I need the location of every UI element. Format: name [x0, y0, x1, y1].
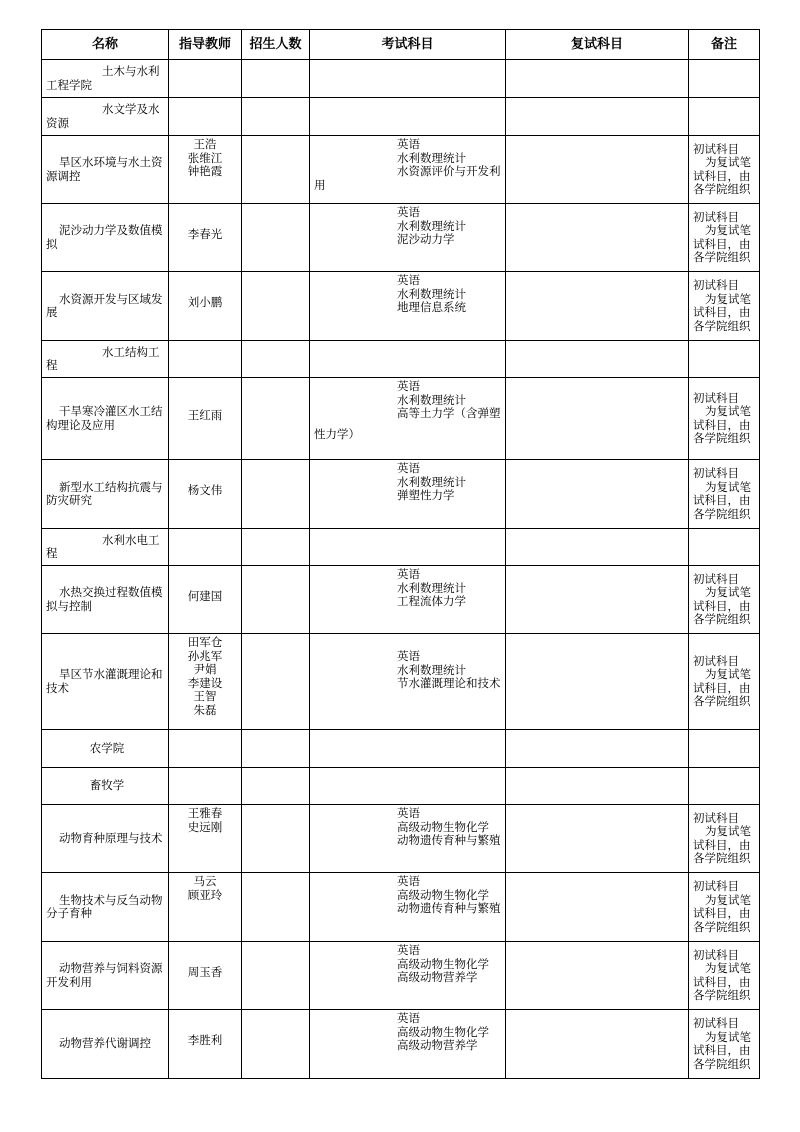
remark-line: 为复试笔: [705, 824, 751, 838]
table-row: [42, 942, 760, 1010]
table-row: [42, 873, 760, 942]
exam-subjects-cell: [310, 873, 506, 942]
exam-subject-list: [397, 807, 505, 848]
advisor-cell: [169, 341, 242, 378]
remark-line: 初试科目: [693, 571, 739, 586]
enrollment-cell: [242, 566, 310, 634]
table-row: [42, 1010, 760, 1079]
advisor-name: 周玉香: [187, 964, 223, 979]
table-row: [42, 341, 760, 378]
program-name: 新型水工结构抗震与防灾研究: [46, 479, 163, 507]
advisor-cell: [169, 136, 242, 204]
exam-subjects-cell: [310, 341, 506, 378]
program-name-cell: [42, 942, 169, 1010]
table-row: [42, 634, 760, 730]
remark-line: 初试科目: [693, 390, 739, 405]
advisor-name: 尹娟: [193, 662, 217, 676]
program-name: 水热交换过程数值模拟与控制: [46, 585, 163, 613]
retest-subjects-cell: [506, 805, 689, 873]
remark-line: 为复试笔: [705, 223, 751, 237]
exam-subjects-cell: [310, 805, 506, 873]
advisor-name: 马云: [193, 874, 217, 888]
exam-subject-list: [397, 206, 505, 247]
remarks-cell: [689, 272, 760, 341]
remark-line: 各学院组织: [693, 318, 751, 333]
exam-subject: 英语: [397, 461, 420, 475]
enrollment-cell: [242, 529, 310, 566]
header-enrollment: 招生人数: [242, 30, 310, 60]
table-row: [42, 272, 760, 341]
remark-line: 各学院组织: [693, 1056, 751, 1071]
exam-subject: 水利数理统计: [397, 286, 466, 301]
program-name-cell: [42, 1010, 169, 1079]
remark-line: 初试科目: [693, 466, 739, 480]
program-name-cell: [42, 529, 169, 566]
remark-line: 试科目，由: [693, 974, 751, 989]
program-name-cell: [42, 634, 169, 730]
remarks-cell: [689, 730, 760, 768]
advisor-cell: [169, 730, 242, 768]
advisor-cell: [169, 204, 242, 272]
exam-subject: 英语: [397, 379, 420, 393]
remark-line: 为复试笔: [705, 585, 751, 599]
exam-subject: 高级动物生物化学: [397, 1024, 489, 1039]
enrollment-cell: [242, 1010, 310, 1079]
enrollment-cell: [242, 730, 310, 768]
advisor-name: 张维江: [187, 150, 223, 165]
program-name-cell: [42, 60, 169, 98]
program-name-cell: [42, 378, 169, 460]
remark-line: 为复试笔: [705, 155, 751, 169]
remark-line: 试科目，由: [693, 906, 751, 920]
retest-subjects-cell: [506, 60, 689, 98]
table-row: [42, 529, 760, 566]
exam-subject-continuation: 用: [314, 178, 326, 192]
admissions-table: [41, 29, 760, 1079]
retest-subjects-cell: [506, 136, 689, 204]
table-row: [42, 460, 760, 529]
table-body: [42, 60, 760, 1079]
remarks-cell: [689, 768, 760, 805]
program-name: 水资源开发与区域发展: [46, 291, 163, 319]
enrollment-cell: [242, 136, 310, 204]
exam-subject: 高级动物生物化学: [397, 887, 489, 902]
exam-subject: 英语: [397, 943, 420, 957]
retest-subjects-cell: [506, 378, 689, 460]
remark-line: 为复试笔: [705, 892, 751, 907]
advisor-name: 史远刚: [187, 819, 223, 834]
advisor-cell: [169, 942, 242, 1010]
advisor-cell: [169, 60, 242, 98]
advisor-cell: [169, 378, 242, 460]
table-row: [42, 378, 760, 460]
exam-subject: 英语: [397, 205, 420, 219]
remark-line: 初试科目: [693, 278, 739, 292]
advisor-name: 王雅春: [187, 806, 223, 820]
remark-line: 试科目，由: [693, 493, 751, 507]
table-row: [42, 805, 760, 873]
exam-subject: 英语: [397, 137, 420, 151]
advisor-cell: [169, 98, 242, 136]
remark-line: 各学院组织: [693, 506, 751, 521]
remark-line: 各学院组织: [693, 694, 751, 708]
table-row: [42, 768, 760, 805]
remark-line: 各学院组织: [693, 612, 751, 626]
program-name-cell: [42, 873, 169, 942]
advisor-name: 田军仓: [187, 635, 223, 649]
exam-subject: 工程流体力学: [397, 594, 466, 608]
remark-line: 初试科目: [693, 209, 739, 224]
exam-subjects-cell: [310, 98, 506, 136]
exam-subject: 水利数理统计: [397, 662, 466, 677]
remarks-cell: [689, 98, 760, 136]
advisor-name: 李建设: [187, 675, 223, 690]
advisor-name: 朱磊: [193, 702, 217, 717]
exam-subject-list: [397, 274, 505, 315]
retest-subjects-cell: [506, 566, 689, 634]
exam-subject-list: [397, 138, 505, 179]
retest-subjects-cell: [506, 768, 689, 805]
exam-subject: 动物遗传育种与繁殖: [397, 833, 501, 847]
header-exam-subjects: 考试科目: [310, 30, 506, 60]
exam-subject-continuation: 性力学）: [314, 427, 360, 441]
program-name: 水工结构工程: [46, 344, 160, 372]
program-name: 水利水电工程: [46, 532, 160, 560]
exam-subject: 英语: [397, 874, 420, 888]
enrollment-cell: [242, 272, 310, 341]
program-name-cell: [42, 768, 169, 805]
table-row: [42, 98, 760, 136]
remark-line: 试科目，由: [693, 598, 751, 613]
exam-subject: 高级动物营养学: [397, 970, 478, 984]
enrollment-cell: [242, 204, 310, 272]
exam-subjects-cell: [310, 768, 506, 805]
program-name: 旱区节水灌溉理论和技术: [46, 667, 163, 695]
remark-line: 初试科目: [693, 947, 739, 962]
remarks-cell: [689, 942, 760, 1010]
exam-subject: 英语: [397, 567, 420, 581]
advisor-cell: [169, 529, 242, 566]
exam-subject: 泥沙动力学: [397, 232, 455, 246]
program-name: 干旱寒冷灌区水工结构理论及应用: [46, 404, 163, 432]
remarks-cell: [689, 60, 760, 98]
remarks-cell: [689, 566, 760, 634]
header-name: 名称: [42, 30, 169, 60]
exam-subjects-cell: [310, 730, 506, 768]
remarks-cell: [689, 529, 760, 566]
program-name: 土木与水利工程学院: [46, 64, 160, 92]
exam-subject: 英语: [397, 649, 420, 663]
program-name-cell: [42, 566, 169, 634]
exam-subject: 英语: [397, 806, 420, 820]
exam-subject-list: [397, 1012, 505, 1053]
program-name: 动物育种原理与技术: [59, 830, 163, 845]
retest-subjects-cell: [506, 341, 689, 378]
remark-line: 初试科目: [693, 810, 739, 825]
advisor-name: 王浩: [193, 137, 217, 151]
advisor-name: 李胜利: [187, 1033, 223, 1048]
exam-subject: 英语: [397, 1011, 420, 1025]
remark-line: 为复试笔: [705, 479, 751, 494]
exam-subject: 高级动物生物化学: [397, 956, 489, 971]
retest-subjects-cell: [506, 1010, 689, 1079]
exam-subjects-cell: [310, 634, 506, 730]
enrollment-cell: [242, 378, 310, 460]
header-remarks: 备注: [689, 30, 760, 60]
remark-line: 试科目，由: [693, 236, 751, 251]
table-row: [42, 566, 760, 634]
remark-line: 各学院组织: [693, 919, 751, 934]
enrollment-cell: [242, 98, 310, 136]
advisor-name: 顾亚玲: [187, 887, 223, 902]
advisor-cell: [169, 1010, 242, 1079]
advisor-name: 何建国: [187, 588, 223, 603]
enrollment-cell: [242, 805, 310, 873]
program-name-cell: [42, 204, 169, 272]
exam-subject-list: [397, 568, 505, 609]
remark-line: 为复试笔: [705, 404, 751, 418]
advisor-name: 钟艳霞: [187, 164, 223, 178]
advisor-cell: [169, 460, 242, 529]
exam-subjects-cell: [310, 460, 506, 529]
remark-line: 试科目，由: [693, 680, 751, 695]
program-name-cell: [42, 272, 169, 341]
exam-subjects-cell: [310, 136, 506, 204]
program-name-cell: [42, 341, 169, 378]
remarks-cell: [689, 341, 760, 378]
advisor-name: 李春光: [187, 226, 223, 241]
retest-subjects-cell: [506, 98, 689, 136]
program-name: 动物营养与饲料资源开发利用: [46, 961, 163, 989]
exam-subject-list: [397, 875, 505, 916]
table-row: [42, 730, 760, 768]
enrollment-cell: [242, 768, 310, 805]
remark-line: 各学院组织: [693, 988, 751, 1002]
advisor-name: 杨文伟: [187, 483, 223, 498]
header-row: [42, 30, 760, 60]
program-name: 旱区水环境与水土资源调控: [46, 155, 163, 183]
remark-line: 各学院组织: [693, 250, 751, 264]
remark-line: 试科目，由: [693, 417, 751, 432]
exam-subjects-cell: [310, 942, 506, 1010]
table-row: [42, 204, 760, 272]
remark-line: 试科目，由: [693, 1043, 751, 1057]
exam-subject-list: [397, 462, 505, 503]
retest-subjects-cell: [506, 942, 689, 1010]
remark-line: 初试科目: [693, 879, 739, 893]
enrollment-cell: [242, 634, 310, 730]
exam-subjects-cell: [310, 566, 506, 634]
exam-subject: 地理信息系统: [397, 300, 466, 314]
advisor-cell: [169, 873, 242, 942]
exam-subjects-cell: [310, 1010, 506, 1079]
exam-subject: 弹塑性力学: [397, 488, 455, 502]
program-name: 水文学及水资源: [46, 102, 160, 130]
enrollment-cell: [242, 460, 310, 529]
advisor-cell: [169, 634, 242, 730]
program-name: 泥沙动力学及数值模拟: [46, 223, 163, 251]
remarks-cell: [689, 204, 760, 272]
exam-subject: 水资源评价与开发利: [397, 164, 501, 178]
exam-subjects-cell: [310, 272, 506, 341]
program-name-cell: [42, 805, 169, 873]
exam-subject: 高等土力学（含弹塑: [397, 406, 501, 420]
retest-subjects-cell: [506, 873, 689, 942]
exam-subject: 动物遗传育种与繁殖: [397, 901, 501, 915]
remark-line: 各学院组织: [693, 851, 751, 865]
enrollment-cell: [242, 873, 310, 942]
remarks-cell: [689, 378, 760, 460]
exam-subject: 水利数理统计: [397, 474, 466, 489]
program-name: 动物营养代谢调控: [59, 1036, 151, 1051]
exam-subject-list: [397, 380, 505, 421]
remark-line: 各学院组织: [693, 431, 751, 445]
remarks-cell: [689, 873, 760, 942]
program-name: 农学院: [89, 740, 125, 755]
program-name: 畜牧学: [89, 778, 125, 793]
program-name-cell: [42, 136, 169, 204]
remarks-cell: [689, 136, 760, 204]
retest-subjects-cell: [506, 460, 689, 529]
header-retest-subjects: 复试科目: [506, 30, 689, 60]
remark-line: 试科目，由: [693, 168, 751, 183]
enrollment-cell: [242, 60, 310, 98]
remark-line: 各学院组织: [693, 182, 751, 196]
program-name-cell: [42, 460, 169, 529]
remark-line: 试科目，由: [693, 305, 751, 319]
exam-subject: 高级动物营养学: [397, 1038, 478, 1052]
header-advisor: 指导教师: [169, 30, 242, 60]
retest-subjects-cell: [506, 529, 689, 566]
enrollment-cell: [242, 942, 310, 1010]
remark-line: 初试科目: [693, 653, 739, 668]
exam-subject: 水利数理统计: [397, 580, 466, 595]
advisor-name: 孙兆军: [187, 648, 223, 663]
exam-subjects-cell: [310, 378, 506, 460]
table-row: [42, 136, 760, 204]
exam-subject: 水利数理统计: [397, 218, 466, 233]
table-row: [42, 60, 760, 98]
remarks-cell: [689, 460, 760, 529]
exam-subjects-cell: [310, 60, 506, 98]
remarks-cell: [689, 1010, 760, 1079]
remark-line: 为复试笔: [705, 291, 751, 306]
advisor-name: 王智: [193, 689, 217, 703]
advisor-name: 王红雨: [187, 407, 223, 422]
admissions-table-sheet: [41, 29, 759, 1079]
exam-subject: 节水灌溉理论和技术: [397, 676, 501, 690]
exam-subject: 英语: [397, 273, 420, 287]
remark-line: 初试科目: [693, 1016, 739, 1030]
remark-line: 初试科目: [693, 141, 739, 156]
advisor-cell: [169, 768, 242, 805]
exam-subject-list: [397, 944, 505, 985]
exam-subject-list: [397, 650, 505, 691]
program-name-cell: [42, 730, 169, 768]
advisor-cell: [169, 566, 242, 634]
retest-subjects-cell: [506, 730, 689, 768]
retest-subjects-cell: [506, 272, 689, 341]
advisor-name: 刘小鹏: [187, 295, 223, 310]
program-name: 生物技术与反刍动物分子育种: [46, 892, 163, 920]
program-name-cell: [42, 98, 169, 136]
remark-line: 为复试笔: [705, 1029, 751, 1044]
exam-subject: 水利数理统计: [397, 150, 466, 165]
advisor-cell: [169, 272, 242, 341]
exam-subject: 高级动物生物化学: [397, 819, 489, 834]
advisor-cell: [169, 805, 242, 873]
exam-subjects-cell: [310, 204, 506, 272]
retest-subjects-cell: [506, 634, 689, 730]
exam-subjects-cell: [310, 529, 506, 566]
remarks-cell: [689, 634, 760, 730]
exam-subject: 水利数理统计: [397, 392, 466, 407]
remark-line: 试科目，由: [693, 837, 751, 852]
remarks-cell: [689, 805, 760, 873]
enrollment-cell: [242, 341, 310, 378]
remark-line: 为复试笔: [705, 961, 751, 975]
retest-subjects-cell: [506, 204, 689, 272]
remark-line: 为复试笔: [705, 667, 751, 681]
